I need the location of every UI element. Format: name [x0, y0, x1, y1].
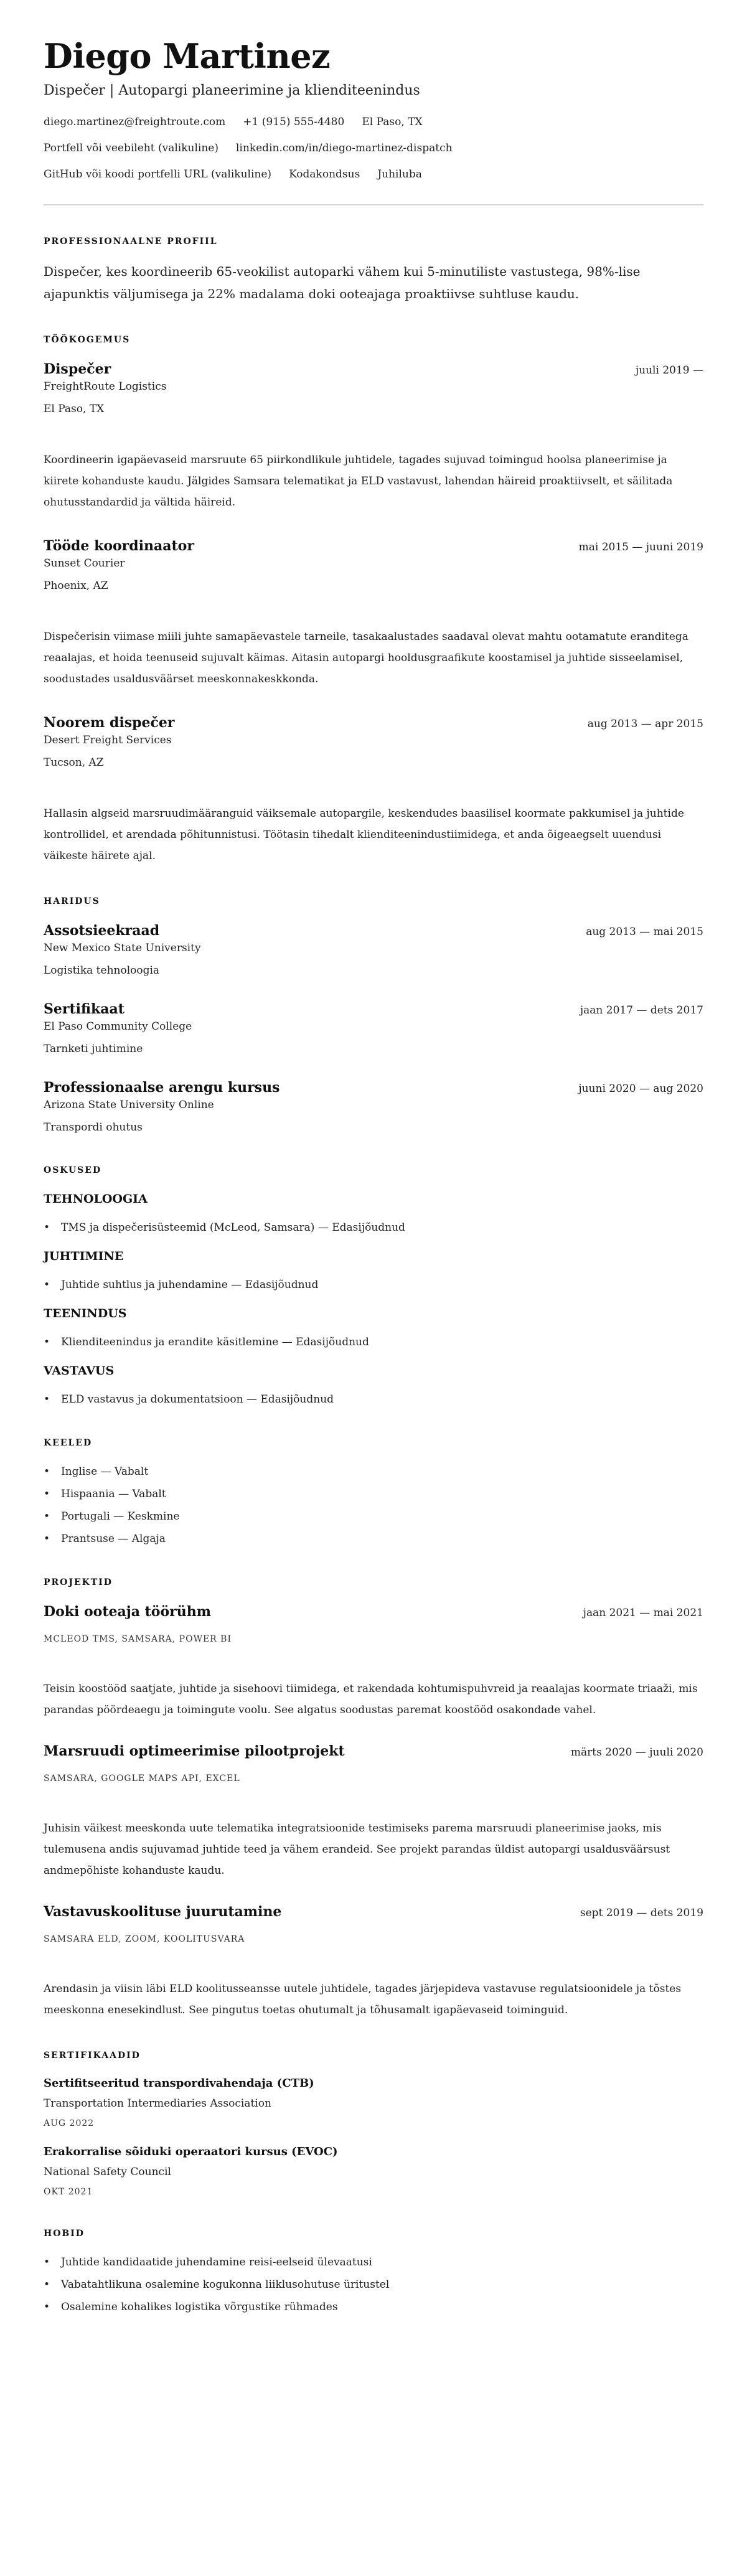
job-date: mai 2015 — juuni 2019: [578, 541, 703, 553]
job-location: El Paso, TX: [44, 403, 105, 415]
contact-drivers-license: Juhiluba: [377, 168, 422, 181]
certification-entry: [44, 2144, 703, 2199]
education-entry: [44, 1078, 703, 1135]
job-title: Noorem dispečer: [44, 715, 175, 731]
certification-issuer: National Safety Council: [44, 2166, 171, 2178]
contact-citizenship: Kodakondsus: [289, 168, 360, 181]
education-section: [44, 895, 703, 1135]
project-description: Arendasin ja viisin läbi ELD koolitusseansse uutele juhtidele, tagades järjepideva vastavuse regulatsioonidele ja tõstes meeskonna enesekindlust. See pingutus toetas ohutumalt ja tõhusamalt igapäevaseid toiminguid.: [44, 1983, 682, 2016]
project-entry: [44, 1902, 703, 2021]
project-date: märts 2020 — juuli 2020: [570, 1746, 703, 1759]
project-tech-stack: MCLEOD TMS, SAMSARA, POWER BI: [44, 1634, 232, 1644]
school-name: Arizona State University Online: [44, 1099, 214, 1111]
job-entry: [44, 537, 703, 690]
project-description: Teisin koostööd saatjate, juhtide ja sisehoovi tiimidega, et rakendada kohtumispuhvreid ja reaalajas koormate triaaži, mis parandas pöördeaegu ja toimingute voolu. See algatus soodustas paremat koostööd osakondade vahel.: [44, 1683, 698, 1716]
education-date: jaan 2017 — dets 2017: [580, 1004, 703, 1017]
contact-portfolio[interactable]: Portfell või veebileht (valikuline): [44, 142, 218, 154]
section-title: KEELED: [44, 1438, 93, 1448]
certification-issuer: Transportation Intermediaries Association: [44, 2097, 271, 2110]
project-description: Juhisin väikest meeskonda uute telematika integratsioonide testimiseks parema marsruudi planeerimise jaoks, mis tulemusena andis sujuvamad juhtide teed ja vähem erandeid. See projekt parandas üldist autopargi usaldusväärsust andmepõhiste kohanduste kaudu.: [44, 1822, 670, 1877]
contact-row: [44, 141, 703, 156]
job-location: Phoenix, AZ: [44, 580, 108, 592]
contact-linkedin[interactable]: linkedin.com/in/diego-martinez-dispatch: [236, 142, 453, 154]
section-title: PROFESSIONAALNE PROFIIL: [44, 237, 218, 247]
project-title: Doki ooteaja töörühm: [44, 1604, 212, 1620]
project-date: sept 2019 — dets 2019: [580, 1907, 703, 1919]
contact-phone[interactable]: +1 (915) 555-4480: [243, 116, 345, 128]
education-date: aug 2013 — mai 2015: [586, 926, 703, 938]
skills-section: [44, 1164, 703, 1408]
certification-name: Erakorralise sõiduki operaatori kursus (EVOC): [44, 2145, 338, 2158]
hobbies-section: [44, 2227, 703, 2316]
skill-list: [44, 1333, 703, 1351]
hobby-list: [44, 2254, 703, 2316]
project-tech-stack: SAMSARA ELD, ZOOM, KOOLITUSVARA: [44, 1934, 245, 1944]
language-item: • Portugali — Keskmine: [44, 1508, 703, 1525]
contact-github[interactable]: GitHub või koodi portfelli URL (valikuline): [44, 168, 272, 181]
job-entry: [44, 360, 703, 513]
candidate-headline: Dispečer | Autopargi planeerimine ja klienditeenindus: [44, 83, 420, 98]
school-name: New Mexico State University: [44, 942, 201, 954]
project-title: Vastavuskoolituse juurutamine: [44, 1904, 282, 1920]
section-title: OSKUSED: [44, 1165, 102, 1175]
skill-group-title: VASTAVUS: [44, 1364, 115, 1378]
section-title: SERTIFIKAADID: [44, 2051, 141, 2061]
language-item: • Hispaania — Vabalt: [44, 1485, 703, 1503]
skill-list: [44, 1219, 703, 1236]
skill-item: • Juhtide suhtlus ja juhendamine — Edasijõudnud: [44, 1276, 703, 1294]
job-date: juuli 2019 —: [635, 364, 703, 377]
section-title: TÖÖKOGEMUS: [44, 335, 131, 345]
field-of-study: Tarnketi juhtimine: [44, 1043, 143, 1055]
job-title: Dispečer: [44, 361, 111, 377]
skill-group-title: TEHNOLOOGIA: [44, 1192, 148, 1206]
job-description: Dispečerisin viimase miili juhte samapäevastele tarneile, tasakaalustades saadaval olevat mahtu ootamatute eranditega reaalajas, et hoida teenuseid sujuvalt käimas. Aitasin autopargi hooldusgraafikute koostamisel ja juhtide sisseelamisel, soodustades usaldusväärset meeskonnakeskkonda.: [44, 631, 688, 685]
profile-section: [44, 235, 703, 305]
hobby-item: • Osalemine kohalikes logistika võrgustike rühmades: [44, 2298, 703, 2316]
hobby-item: • Vabatahtlikuna osalemine kogukonna liiklusohutuse üritustel: [44, 2276, 703, 2293]
field-of-study: Logistika tehnoloogia: [44, 964, 160, 977]
skill-item: • TMS ja dispečerisüsteemid (McLeod, Samsara) — Edasijõudnud: [44, 1219, 703, 1236]
section-title: HARIDUS: [44, 896, 100, 906]
job-company: FreightRoute Logistics: [44, 380, 167, 393]
job-company: Desert Freight Services: [44, 734, 172, 746]
certification-date: AUG 2022: [44, 2118, 95, 2128]
job-entry: [44, 713, 703, 867]
project-entry: [44, 1602, 703, 1721]
language-item: • Prantsuse — Algaja: [44, 1530, 703, 1548]
languages-section: [44, 1437, 703, 1548]
job-location: Tucson, AZ: [44, 756, 104, 769]
projects-section: [44, 1576, 703, 2021]
degree-title: Professionaalse arengu kursus: [44, 1079, 280, 1096]
contact-email[interactable]: diego.martinez@freightroute.com: [44, 116, 226, 128]
project-title: Marsruudi optimeerimise pilootprojekt: [44, 1743, 345, 1759]
job-company: Sunset Courier: [44, 557, 125, 570]
candidate-name: Diego Martinez: [44, 36, 331, 76]
language-item: • Inglise — Vabalt: [44, 1463, 703, 1480]
project-entry: [44, 1742, 703, 1881]
job-date: aug 2013 — apr 2015: [587, 718, 703, 730]
project-date: jaan 2021 — mai 2021: [583, 1607, 703, 1619]
certification-entry: [44, 2075, 703, 2130]
profile-summary: Dispečer, kes koordineerib 65-veokilist autoparki vähem kui 5-minutiliste vastustega, 98%-lise ajapunktis väljumisega ja 22% madalama doki ooteajaga proaktiivse suhtluse kaudu.: [44, 264, 641, 301]
language-list: [44, 1463, 703, 1548]
project-tech-stack: SAMSARA, GOOGLE MAPS API, EXCEL: [44, 1774, 240, 1784]
education-date: juuni 2020 — aug 2020: [578, 1083, 703, 1095]
certifications-section: [44, 2049, 703, 2199]
field-of-study: Transpordi ohutus: [44, 1121, 143, 1134]
skill-item: • Klienditeenindus ja erandite käsitlemine — Edasijõudnud: [44, 1333, 703, 1351]
school-name: El Paso Community College: [44, 1020, 192, 1033]
contact-location: El Paso, TX: [362, 116, 423, 128]
job-description: Hallasin algseid marsruudimääranguid väiksemale autopargile, keskendudes baasilisel koormate pakkumisel ja juhtide kontrollidel, et arendada põhitunnistusi. Töötasin tihedalt klienditeenindustiimidega, et anda õigeaegselt uuendusi väikeste häirete ajal.: [44, 807, 684, 862]
job-description: Koordineerin igapäevaseid marsruute 65 piirkondlikule juhtidele, tagades sujuvad toimingud hoolsa planeerimise ja kiirete kohanduste kaudu. Jälgides Samsara telematikat ja ELD vastavust, lahendan häireid proaktiivselt, et säilitada ohutusstandardid ja vältida häireid.: [44, 454, 673, 509]
skill-list: [44, 1391, 703, 1408]
skill-group-title: JUHTIMINE: [44, 1249, 124, 1263]
section-title: PROJEKTID: [44, 1577, 113, 1587]
skill-group-title: TEENINDUS: [44, 1307, 127, 1320]
resume-header: [44, 36, 703, 205]
skill-list: [44, 1276, 703, 1294]
contact-row: [44, 167, 703, 182]
education-entry: [44, 921, 703, 979]
hobby-item: • Juhtide kandidaatide juhendamine reisi-eelseid ülevaatusi: [44, 2254, 703, 2271]
experience-section: [44, 334, 703, 867]
education-entry: [44, 1000, 703, 1057]
job-title: Tööde koordinaator: [44, 538, 194, 554]
section-title: HOBID: [44, 2229, 85, 2239]
degree-title: Sertifikaat: [44, 1001, 125, 1017]
header-divider: [44, 204, 703, 205]
certification-date: OKT 2021: [44, 2187, 93, 2197]
certification-name: Sertifitseeritud transpordivahendaja (CTB): [44, 2077, 314, 2090]
skill-item: • ELD vastavus ja dokumentatsioon — Edasijõudnud: [44, 1391, 703, 1408]
degree-title: Assotsieekraad: [44, 923, 160, 939]
contact-row: [44, 115, 703, 129]
